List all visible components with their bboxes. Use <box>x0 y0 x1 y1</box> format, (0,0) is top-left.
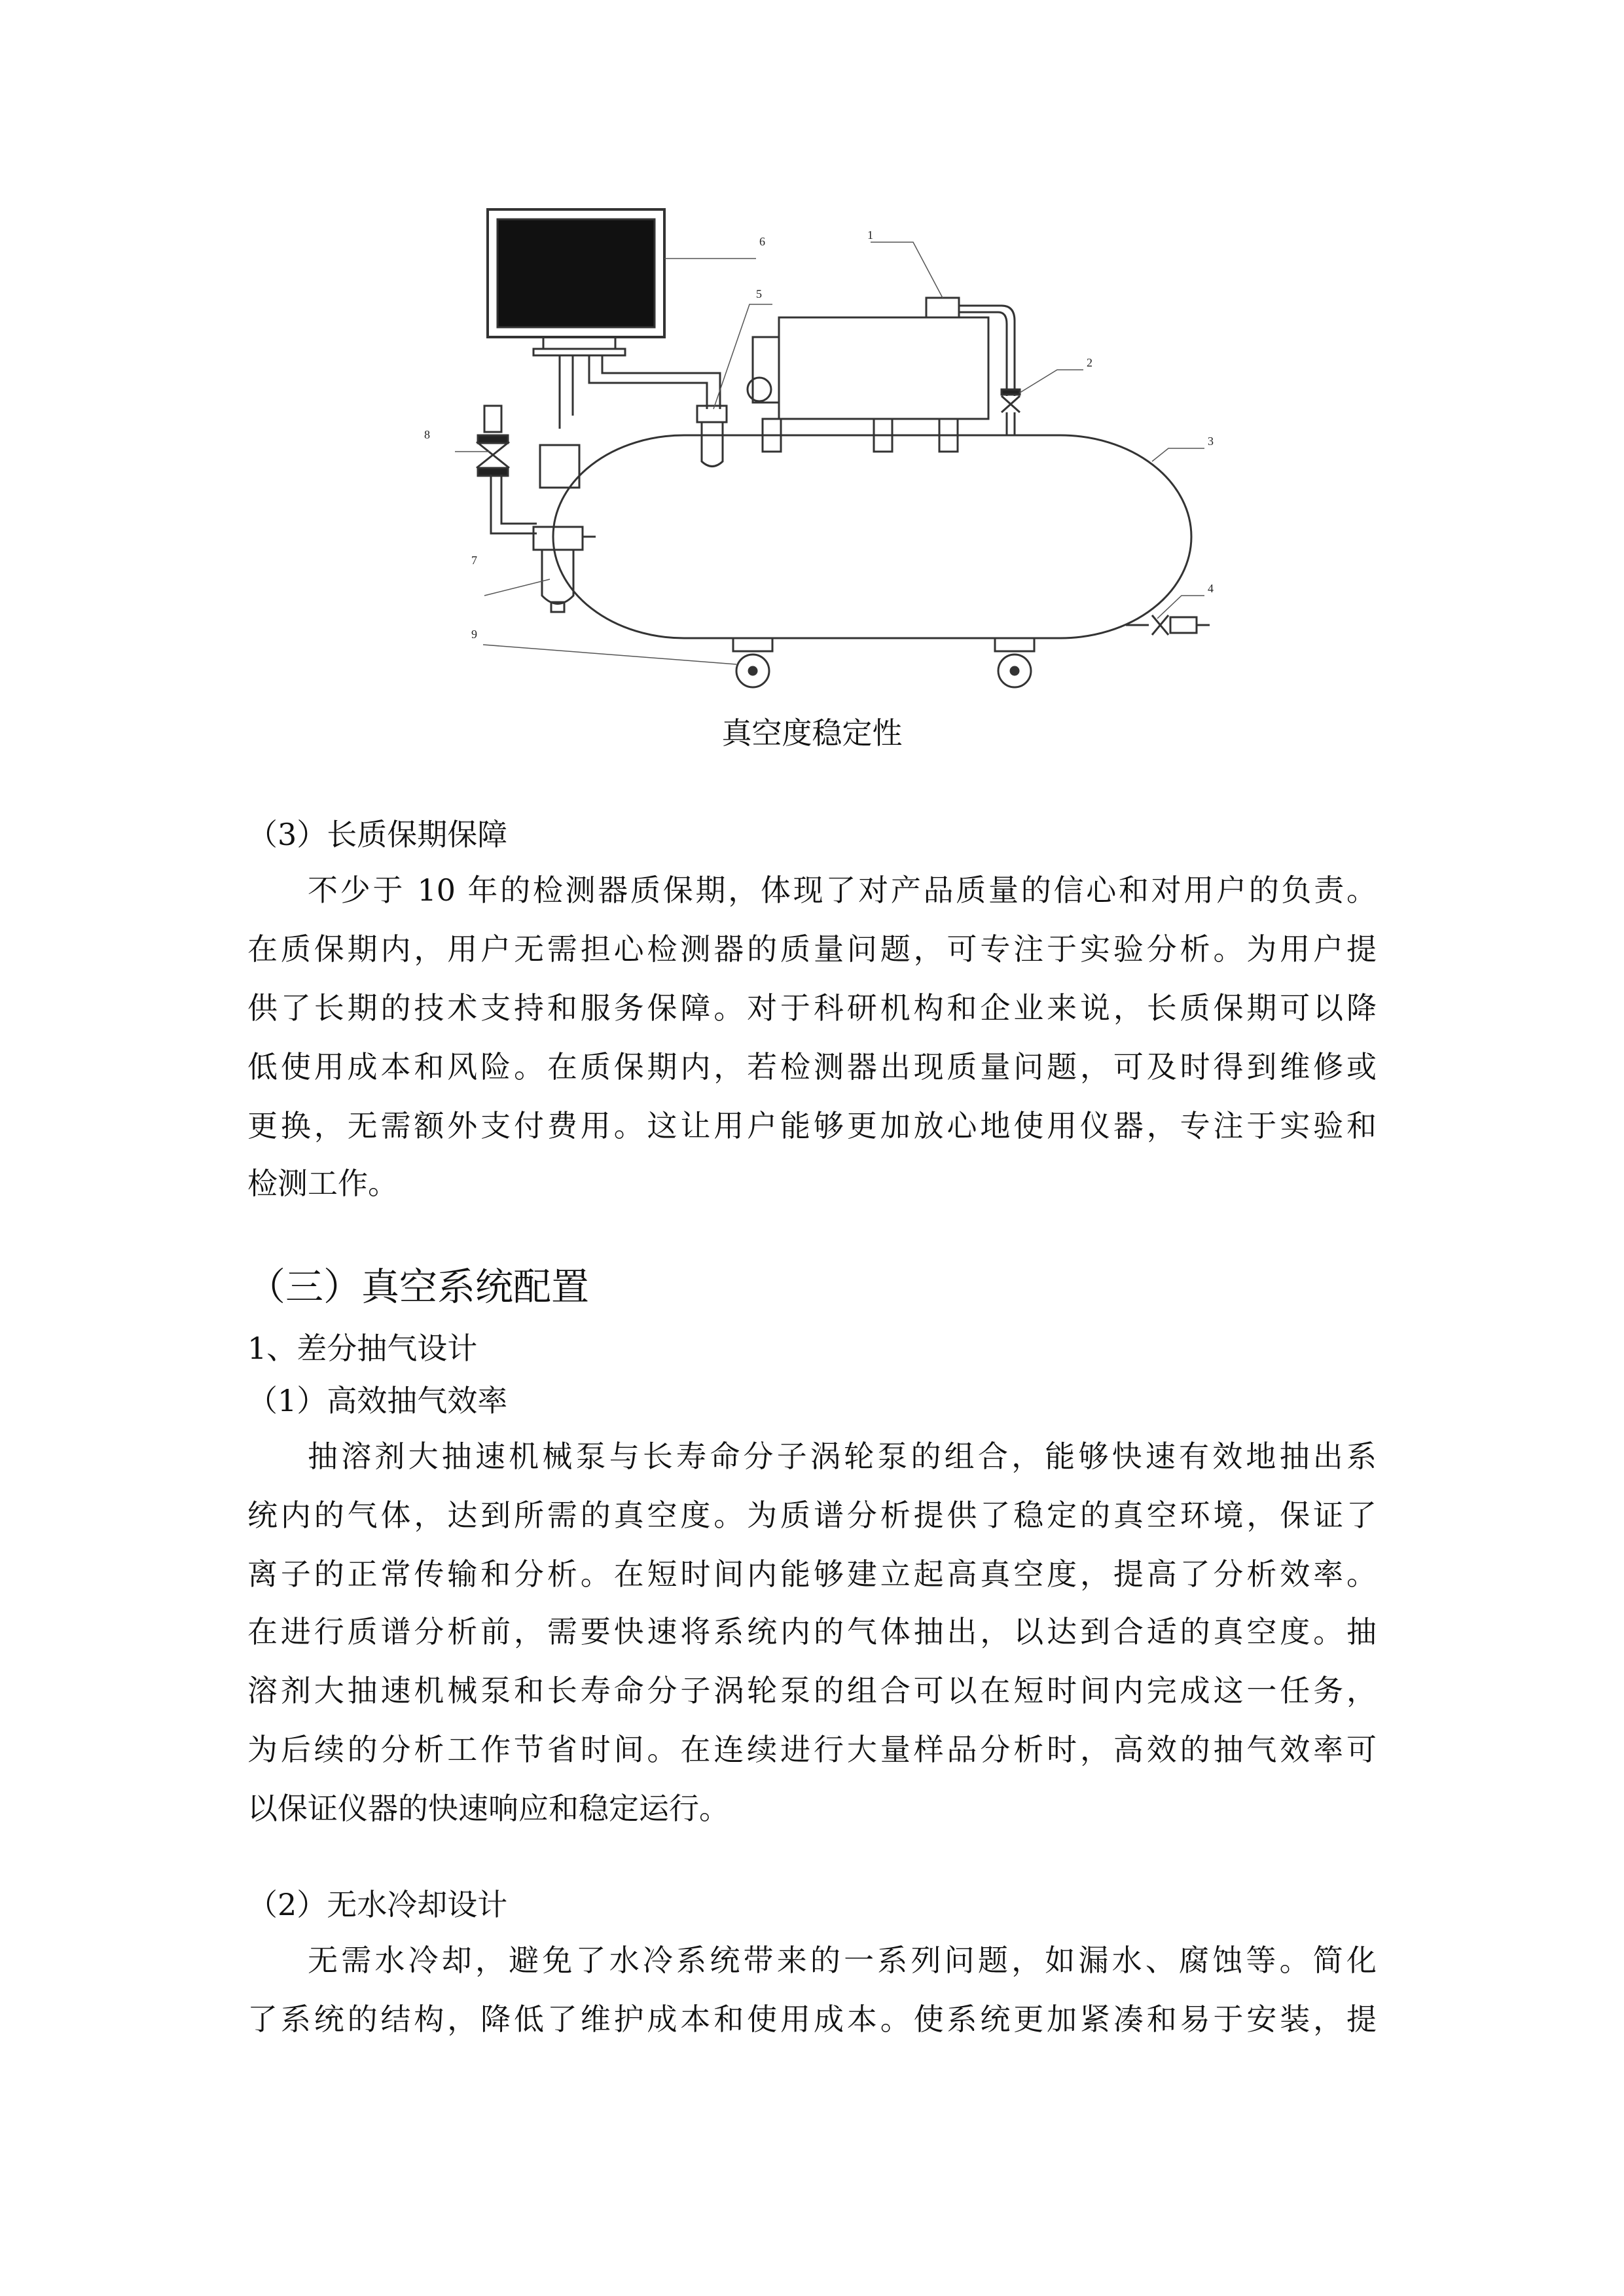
paragraph-line: 以保证仪器的快速响应和稳定运行。 <box>247 1791 729 1826</box>
callout-8: 8 <box>424 428 430 441</box>
callout-5: 5 <box>756 287 762 300</box>
vacuum-system-diagram <box>393 193 1244 730</box>
callout-6: 6 <box>759 235 765 248</box>
paragraph-line: 检测工作。 <box>247 1166 398 1201</box>
subsection-heading: 1、差分抽气设计 <box>247 1331 478 1366</box>
filter-7-figure <box>533 527 596 612</box>
callout-1: 1 <box>867 228 873 242</box>
paragraph-line: 更换，无需额外支付费用。这让用户能够更加放心地使用仪器，专注于实验和 <box>247 1108 1377 1143</box>
section-heading: （三）真空系统配置 <box>247 1265 590 1309</box>
paragraph-line: 不少于 10 年的检测器质保期，体现了对产品质量的信心和对用户的负责。 <box>308 872 1377 908</box>
callout-4: 4 <box>1208 582 1214 595</box>
paragraph-line: 在进行质谱分析前，需要快速将系统内的气体抽出，以达到合适的真空度。抽 <box>247 1614 1377 1649</box>
paragraph-line: 离子的正常传输和分析。在短时间内能够建立起高真空度，提高了分析效率。 <box>247 1556 1377 1592</box>
figure-caption: 真空度稳定性 <box>721 715 903 751</box>
item-1-heading: （1）高效抽气效率 <box>247 1383 508 1418</box>
valve-8-figure <box>477 406 579 533</box>
paragraph-line: 低使用成本和风险。在质保期内，若检测器出现质量问题，可及时得到维修或 <box>247 1049 1377 1085</box>
paragraph-line: 无需水冷却，避免了水冷系统带来的一系列问题，如漏水、腐蚀等。简化 <box>308 1943 1377 1978</box>
tank-figure <box>553 435 1191 638</box>
paragraph-line: 溶剂大抽速机械泵和长寿命分子涡轮泵的组合可以在短时间内完成这一任务， <box>247 1673 1377 1708</box>
callout-7: 7 <box>471 554 477 567</box>
pump-figure <box>748 317 988 452</box>
paragraph-line: 了系统的结构，降低了维护成本和使用成本。使系统更加紧凑和易于安装，提 <box>247 2001 1377 2037</box>
monitor-figure <box>488 209 664 355</box>
paragraph-line: 为后续的分析工作节省时间。在连续进行大量样品分析时，高效的抽气效率可 <box>247 1732 1377 1767</box>
paragraph-line: 抽溶剂大抽速机械泵与长寿命分子涡轮泵的组合，能够快速有效地抽出系 <box>308 1439 1377 1474</box>
callout-2: 2 <box>1087 356 1092 369</box>
paragraph-line: 统内的气体，达到所需的真空度。为质谱分析提供了稳定的真空环境，保证了 <box>247 1498 1377 1533</box>
callout-9: 9 <box>471 628 477 641</box>
section-3-heading: （3）长质保期保障 <box>247 817 508 852</box>
caster-figure <box>733 638 1034 687</box>
paragraph-line: 供了长期的技术支持和服务保障。对于科研机构和企业来说，长质保期可以降 <box>247 990 1377 1026</box>
item-2-heading: （2）无水冷却设计 <box>247 1887 508 1922</box>
callout-3: 3 <box>1208 435 1214 448</box>
paragraph-line: 在质保期内，用户无需担心检测器的质量问题，可专注于实验分析。为用户提 <box>247 931 1377 967</box>
